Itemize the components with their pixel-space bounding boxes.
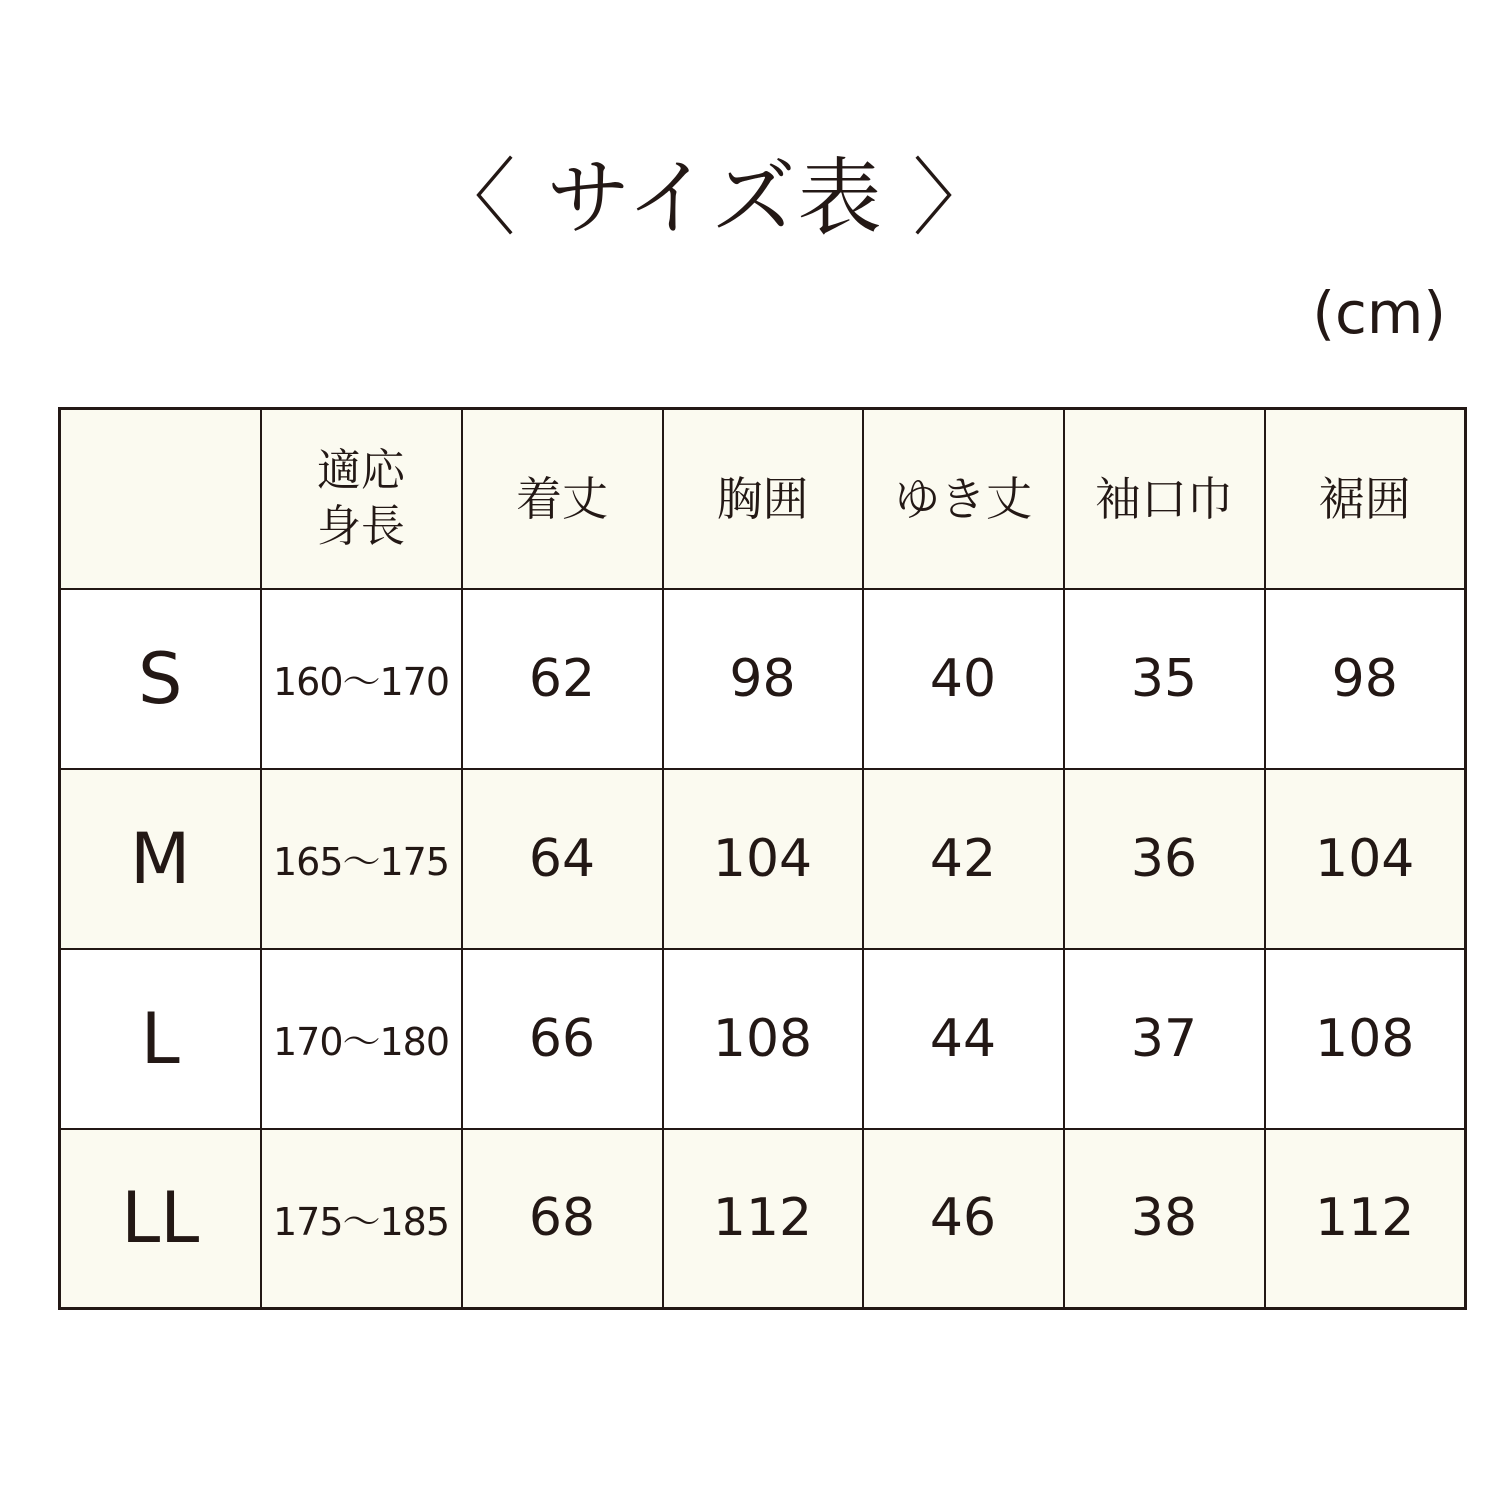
header-cell-sleeve bbox=[863, 409, 1064, 589]
length-value: 66 bbox=[528, 1008, 596, 1069]
length-value: 64 bbox=[528, 828, 596, 889]
header-label-chest: 胸囲 bbox=[716, 471, 809, 526]
header-cell-height bbox=[261, 409, 462, 589]
header-label-cuff: 袖口巾 bbox=[1095, 471, 1233, 526]
chest-value: 108 bbox=[712, 1008, 813, 1069]
hem-value: 112 bbox=[1315, 1188, 1415, 1249]
value-cell bbox=[863, 1129, 1064, 1309]
size-label: L bbox=[140, 997, 180, 1080]
size-cell bbox=[60, 1129, 261, 1309]
value-cell bbox=[663, 589, 863, 769]
value-cell bbox=[863, 589, 1064, 769]
height-range: 160〜170 bbox=[272, 660, 450, 704]
table-row bbox=[60, 1129, 1466, 1309]
value-cell bbox=[863, 769, 1064, 949]
value-cell bbox=[663, 769, 863, 949]
unit-label: (cm) bbox=[1312, 279, 1446, 347]
cuff-value: 35 bbox=[1130, 648, 1198, 709]
height-cell bbox=[261, 949, 462, 1129]
size-table bbox=[58, 407, 1467, 1310]
sleeve-value: 46 bbox=[929, 1188, 997, 1249]
value-cell bbox=[462, 589, 663, 769]
header-label-length: 着丈 bbox=[516, 471, 608, 526]
height-range: 175〜185 bbox=[272, 1199, 450, 1244]
value-cell bbox=[462, 1129, 663, 1309]
header-label-sleeve: ゆき丈 bbox=[894, 471, 1032, 526]
header-cell-blank bbox=[60, 409, 261, 589]
value-cell bbox=[663, 1129, 863, 1309]
cuff-value: 38 bbox=[1130, 1188, 1198, 1249]
height-cell bbox=[261, 589, 462, 769]
chest-value: 112 bbox=[712, 1188, 813, 1249]
hem-value: 98 bbox=[1331, 648, 1398, 709]
value-cell bbox=[1064, 949, 1265, 1129]
size-label: S bbox=[138, 637, 183, 720]
size-label: M bbox=[130, 817, 191, 900]
page-title: 〈 サイズ表 〉 bbox=[431, 149, 999, 247]
header-cell-length bbox=[462, 409, 663, 589]
sleeve-value: 44 bbox=[929, 1008, 997, 1069]
header-label-hem: 裾囲 bbox=[1318, 471, 1411, 526]
value-cell bbox=[663, 949, 863, 1129]
chest-value: 104 bbox=[712, 828, 813, 889]
length-value: 62 bbox=[528, 648, 596, 709]
length-value: 68 bbox=[528, 1188, 596, 1249]
value-cell bbox=[1265, 589, 1466, 769]
height-cell bbox=[261, 1129, 462, 1309]
table-row bbox=[60, 589, 1466, 769]
cuff-value: 37 bbox=[1130, 1008, 1198, 1069]
header-row bbox=[60, 409, 1466, 589]
value-cell bbox=[863, 949, 1064, 1129]
table-row bbox=[60, 769, 1466, 949]
size-cell bbox=[60, 769, 261, 949]
value-cell bbox=[1064, 769, 1265, 949]
sleeve-value: 42 bbox=[929, 828, 997, 889]
size-label: LL bbox=[121, 1177, 200, 1260]
chest-value: 98 bbox=[729, 648, 796, 709]
size-cell bbox=[60, 589, 261, 769]
size-cell bbox=[60, 949, 261, 1129]
header-label-height: 適応 身長 bbox=[317, 444, 405, 552]
value-cell bbox=[1064, 1129, 1265, 1309]
value-cell bbox=[462, 769, 663, 949]
height-cell bbox=[261, 769, 462, 949]
value-cell bbox=[462, 949, 663, 1129]
hem-value: 104 bbox=[1315, 828, 1415, 889]
value-cell bbox=[1064, 589, 1265, 769]
value-cell bbox=[1265, 949, 1466, 1129]
header-cell-cuff bbox=[1064, 409, 1265, 589]
value-cell bbox=[1265, 1129, 1466, 1309]
header-cell-chest bbox=[663, 409, 863, 589]
header-cell-hem bbox=[1265, 409, 1466, 589]
table-row bbox=[60, 949, 1466, 1129]
hem-value: 108 bbox=[1315, 1008, 1415, 1069]
height-range: 165〜175 bbox=[272, 840, 450, 884]
cuff-value: 36 bbox=[1130, 828, 1198, 889]
value-cell bbox=[1265, 769, 1466, 949]
height-range: 170〜180 bbox=[272, 1020, 450, 1064]
sleeve-value: 40 bbox=[929, 648, 997, 709]
